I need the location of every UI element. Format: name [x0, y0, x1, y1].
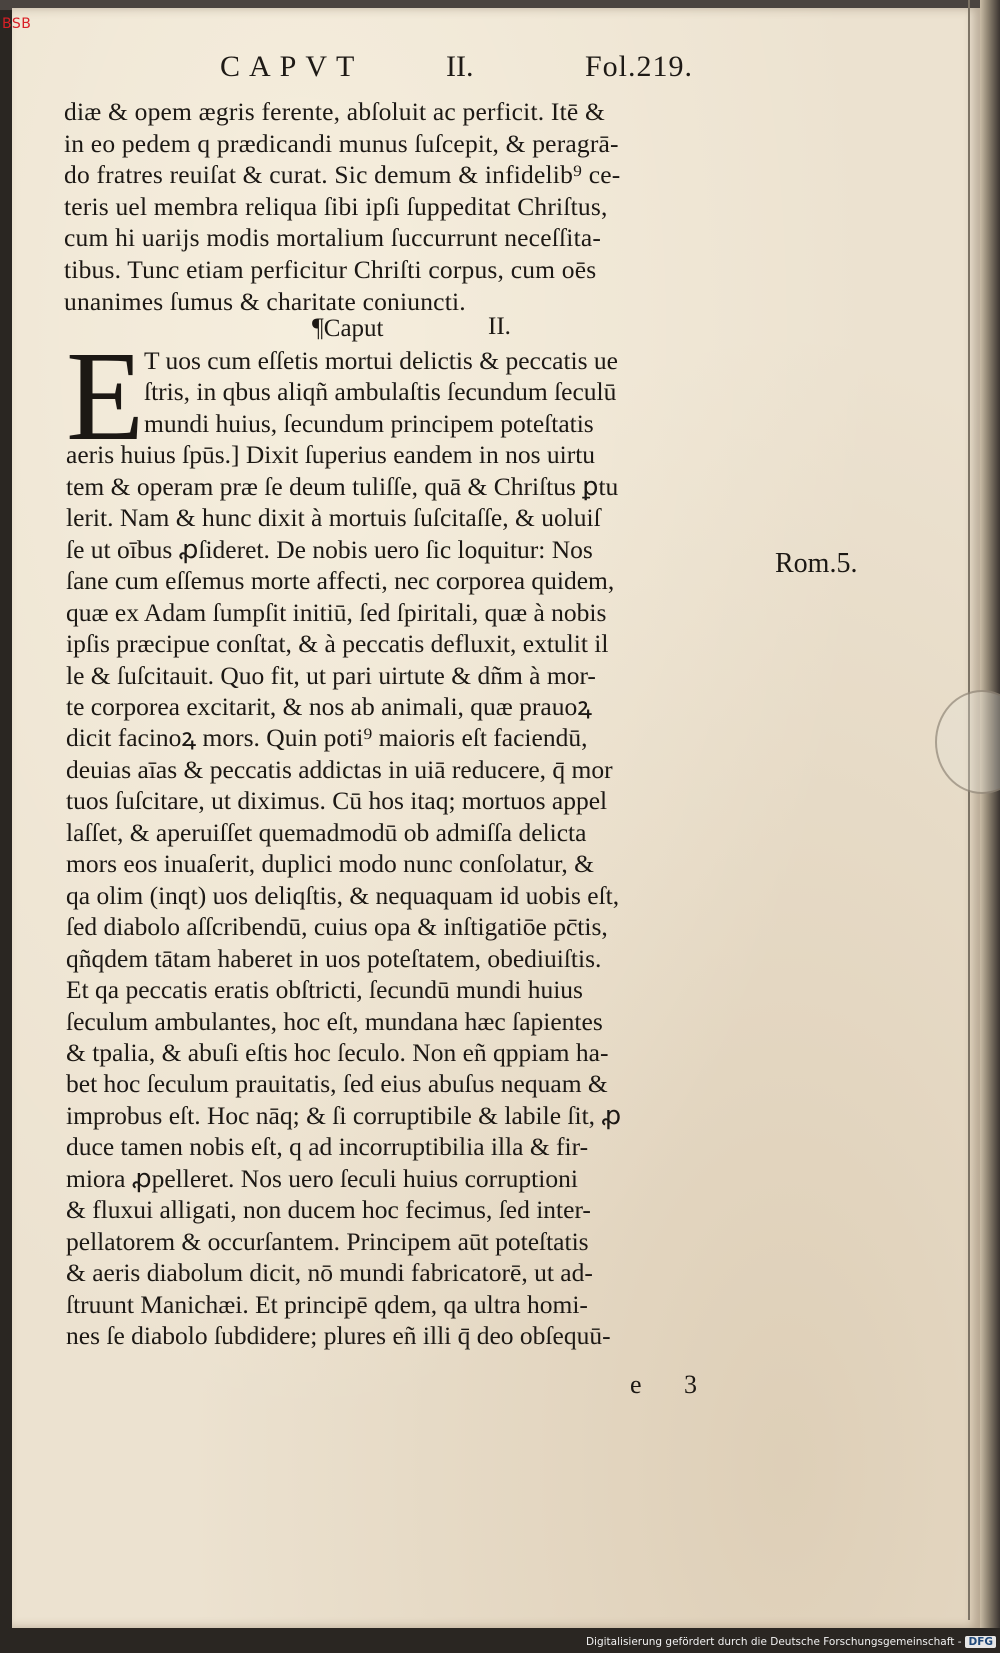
funding-credit-text: Digitalisierung gefördert durch die Deutsche Forschungsgemeinschaft - — [585, 1636, 962, 1648]
text-line: ſed diabolo aſſcribendū, cuius opa & inſtigatiōe pc̄tis, — [66, 912, 608, 942]
text-line: in eo pedem q prædicandi munus ſuſcepit, & peragrā- — [64, 128, 619, 158]
page-fore-edge — [980, 0, 1000, 1653]
chapter-label: Caput — [323, 315, 384, 342]
chapter-number: II. — [488, 313, 511, 340]
text-line: teris uel membra reliqua ſibi ipſi ſuppeditat Chriſtus, — [64, 191, 608, 221]
text-line: & tpalia, & abuſi eſtis hoc ſeculo. Non eñ qppiam ha- — [66, 1037, 609, 1067]
text-line: nes ſe diabolo ſubdidere; plures eñ illi q̄ deo obſequū- — [66, 1321, 611, 1351]
marginal-reference: Rom.5. — [775, 548, 858, 579]
text-line: diæ & opem ægris ferente, abſoluit ac perficit. Itē & — [64, 97, 605, 126]
text-line: & aeris diabolum dicit, nō mundi fabricatorē, ut ad- — [66, 1258, 593, 1288]
text-line: cum hi uarijs modis mortalium ſuccurrunt neceſſita- — [64, 223, 602, 253]
text-line: T uos cum eſſetis mortui delictis & peccatis ue — [144, 346, 619, 375]
text-line: ipſis præcipue conſtat, & à peccatis defluxit, extulit il — [66, 629, 609, 659]
text-line: ſane cum eſſemus morte affecti, nec corporea quidem, — [66, 566, 615, 596]
signature-mark: e 3 — [630, 1370, 716, 1399]
text-line: Et qa peccatis eratis obſtricti, ſecundū mundi huius — [66, 975, 583, 1005]
header-folio: Fol.219. — [585, 50, 694, 83]
text-line: ſe ut oībus ꝓſideret. De nobis uero ſic loquitur: Nos — [66, 534, 593, 564]
pilcrow-icon: ¶ — [312, 313, 324, 342]
text-line: mors eos inuaſerit, duplici modo nunc conſolatur, & — [66, 849, 595, 879]
text-line: tuos ſuſcitare, ut diximus. Cū hos itaq; mortuos appel — [66, 786, 608, 816]
running-header — [220, 50, 720, 90]
text-line: lerit. Nam & hunc dixit à mortuis ſuſcitaſſe, & uoluiſ — [66, 503, 601, 533]
text-line: improbus eſt. Hoc nāq; & ſi corruptibile & labile ſit, ꝓ — [66, 1100, 622, 1130]
text-line: & fluxui alligati, non ducem hoc fecimus, ſed inter- — [66, 1195, 591, 1225]
funding-credit — [586, 1636, 996, 1648]
dfg-logo: DFG — [965, 1636, 996, 1648]
text-line: duce tamen nobis eſt, q ad incorruptibilia illa & fir- — [66, 1132, 589, 1162]
text-line: tibus. Tunc etiam perficitur Chriſti corpus, cum oēs — [64, 254, 597, 284]
text-line: ſeculum ambulantes, hoc eſt, mundana hæc ſapientes — [66, 1006, 603, 1036]
top-text-block — [64, 96, 784, 317]
text-line: miora ꝓpelleret. Nos uero ſeculi huius corruptioni — [66, 1163, 578, 1193]
text-line: pellatorem & occurſantem. Principem aūt poteſtatis — [66, 1226, 589, 1256]
text-line: unanimes ſumus & charitate coniuncti. — [64, 286, 466, 316]
text-line: tem & operam præ ſe deum tuliſſe, quā & Chriſtus ꝑtu — [66, 471, 619, 501]
page-edge-line — [968, 0, 970, 1620]
text-line: qñqdem tātam haberet in uos poteſtatem, obediuiſtis. — [66, 943, 602, 973]
text-line: bet hoc ſeculum prauitatis, ſed eius abuſus nequam & — [66, 1069, 608, 1099]
text-line: te corporea excitarit, & nos ab animali, quæ prauoꝝ — [66, 691, 592, 721]
text-line: dicit facinoꝝ mors. Quin poti⁹ maioris eſt faciendū, — [66, 723, 588, 753]
text-line: ſtruunt Manichæi. Et principē qdem, qa ultra homi- — [66, 1289, 588, 1319]
header-caput: CAPVT — [220, 50, 364, 83]
text-line: mundi huius, ſecundum principem poteſtatis — [144, 408, 594, 438]
library-watermark: BSB — [2, 16, 32, 32]
text-line: aeris huius ſpūs.] Dixit ſuperius eandem in nos uirtu — [66, 440, 596, 470]
text-line: quæ ex Adam ſumpſit initiū, ſed ſpiritali, quæ à nobis — [66, 597, 607, 627]
text-line: qa olim (inqt) uos deliqſtis, & nequaquam id uobis eſt, — [66, 880, 620, 910]
text-line: ſtris, in qbus aliqñ ambulaſtis ſecundum ſeculū — [144, 377, 617, 407]
drop-cap-initial: E — [66, 325, 145, 467]
text-line: deuias aīas & peccatis addictas in uiā reducere, q̄ mor — [66, 754, 613, 784]
text-line: do fratres reuiſat & curat. Sic demum & infidelib⁹ ce- — [64, 160, 621, 190]
text-line: laſſet, & aperuiſſet quemadmodū ob admiſſa delicta — [66, 817, 587, 847]
header-chapter-number: II. — [446, 50, 474, 83]
chapter-heading — [312, 313, 612, 343]
text-line: le & ſuſcitauit. Quo fit, ut pari uirtute & dñm à mor- — [66, 660, 596, 690]
